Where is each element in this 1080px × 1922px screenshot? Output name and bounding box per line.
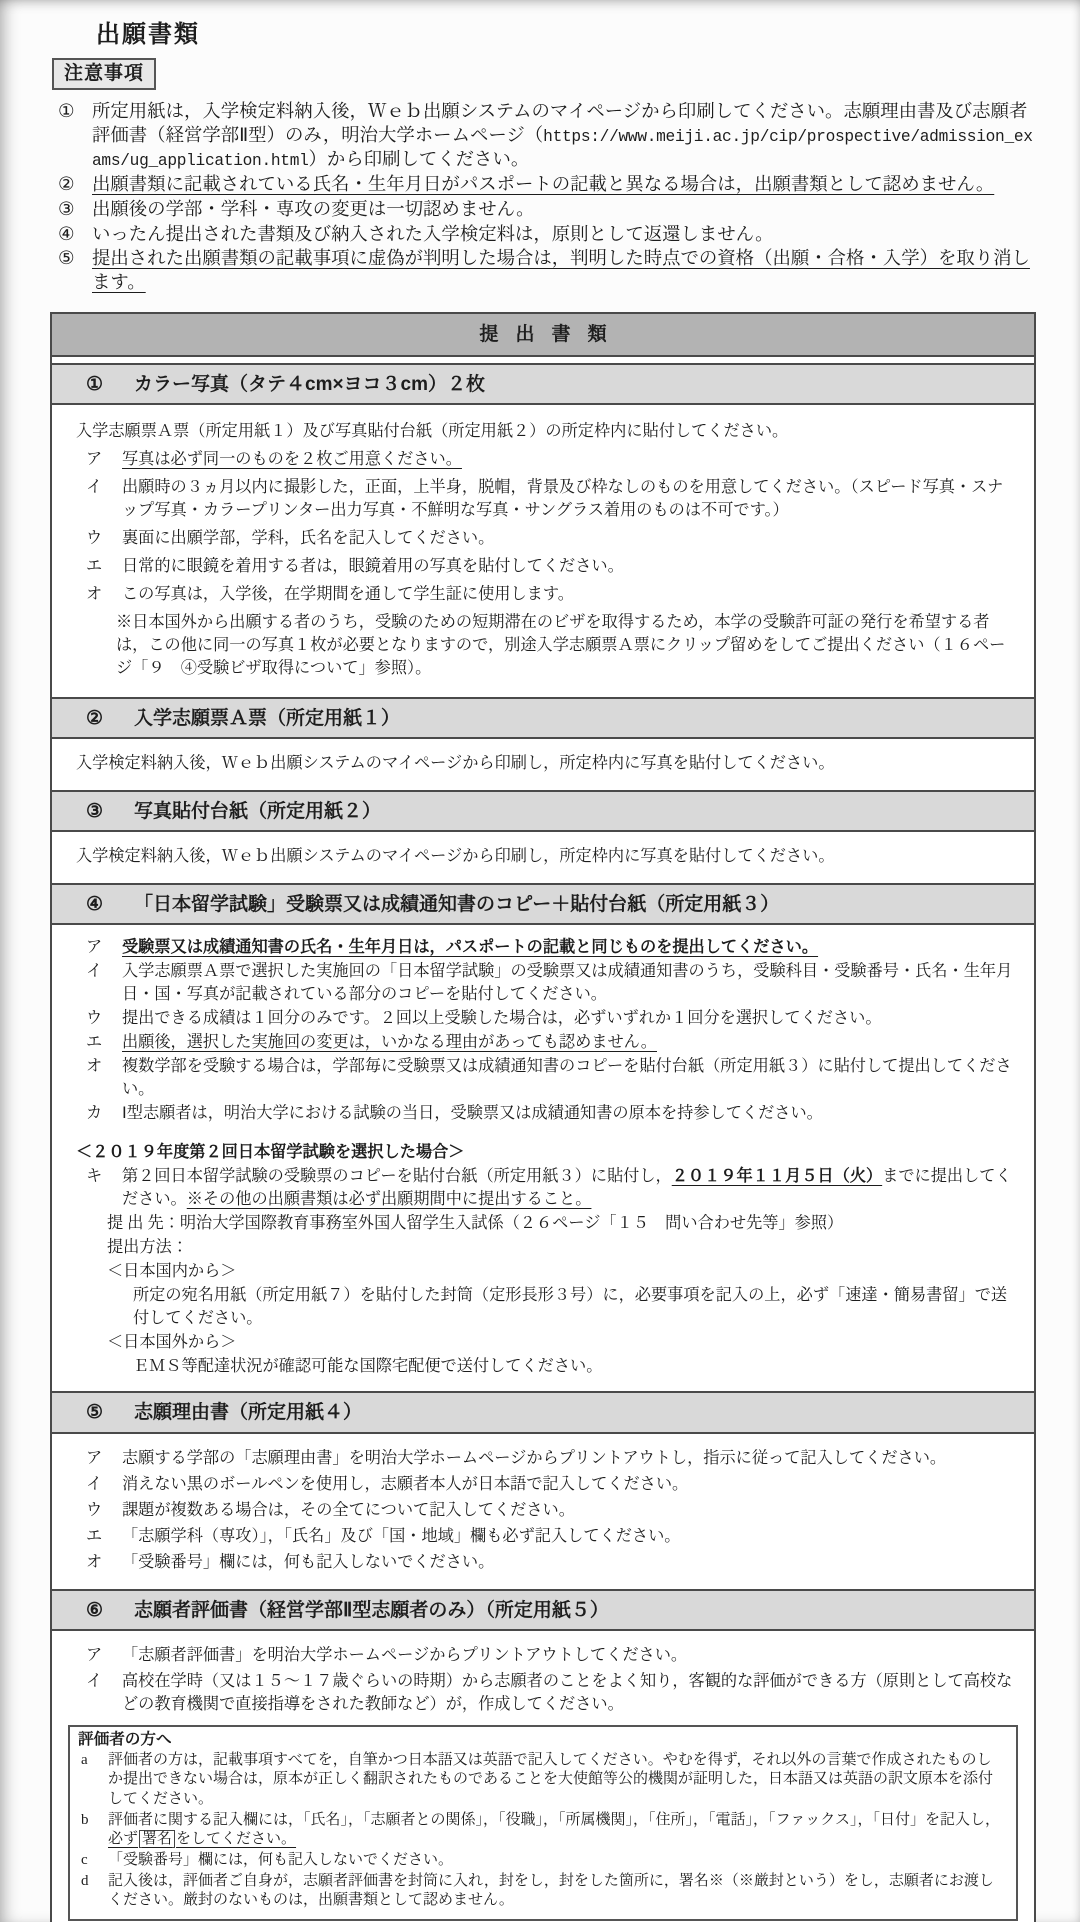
item-label: イ — [86, 1474, 103, 1493]
item-label: エ — [86, 1033, 103, 1052]
section-title: 入学志願票Ａ票（所定用紙１） — [134, 708, 401, 730]
section-body — [52, 405, 1034, 697]
evaluator-box-title: 評価者の方へ — [78, 1730, 172, 1748]
list-item — [76, 1212, 1018, 1235]
section-number: ② — [86, 708, 104, 730]
section-title: 写真貼付台紙（所定用紙２） — [134, 801, 382, 823]
item-text: 写真は必ず同一のものを２枚ご用意ください。 — [122, 450, 462, 469]
item-text: ＜２０１９年度第２回日本留学試験を選択した場合＞ — [76, 1143, 465, 1162]
item-text: 出願時の３ヵ月以内に撮影した，正面，上半身，脱帽，背景及び枠なしのものを用意してください。（スピード写真・スナップ写真・カラープリンター出力写真・不鮮明な写真・サングラス着用のものは不可です。） — [122, 478, 1004, 520]
item-text: 「受験番号」欄には，何も記入しないでください。 — [108, 1851, 454, 1868]
section-title: カラー写真（タテ４cm×ヨコ３cm）２枚 — [134, 374, 486, 396]
item-text: 出願後，選択した実施回の変更は，いかなる理由があっても認めません。 — [122, 1033, 657, 1052]
item-text: ＜日本国外から＞ — [107, 1333, 237, 1352]
item-label: ウ — [86, 1500, 103, 1519]
list-item — [76, 1525, 1018, 1548]
section-title: 志願者評価書（経営学部Ⅱ型志願者のみ）（所定用紙５） — [134, 1599, 609, 1621]
list-item — [76, 1355, 1018, 1378]
section-number: ⑤ — [86, 1402, 104, 1424]
list-item — [76, 1473, 1018, 1496]
list-item — [76, 1165, 1018, 1211]
item-text: 評価者に関する記入欄には，「氏名」，「志願者との関係」，「役職」，「所属機関」，「住所」，「電話」，「ファックス」，「日付」を記入し，必ず 署名 をしてください。 — [108, 1811, 1001, 1847]
item-text: 提出された出願書類の記載事項に虚偽が判明した場合は，判明した時点での資格（出願・合格・入学）を取り消します。 — [92, 248, 1030, 293]
page-title: 出願書類 — [96, 21, 200, 48]
item-text: 提 出 先：明治大学国際教育事務室外国人留学生入試係（２６ページ「１５ 問い合わせ先等」参照） — [107, 1214, 844, 1233]
item-text: 所定の宛名用紙（所定用紙７）を貼付した封筒（定形長形３号）に，必要事項を記入の上，必ず「速達・簡易書留」で送付してください。 — [133, 1286, 1008, 1328]
list-item — [76, 845, 1018, 868]
submission-documents-table — [50, 312, 1036, 1922]
item-text: 複数学部を受験する場合は，学部毎に受験票又は成績通知書のコピーを貼付台紙（所定用紙３）に貼付して提出してください。 — [122, 1057, 1012, 1099]
item-label: オ — [86, 1552, 103, 1571]
section-body — [52, 832, 1034, 883]
evaluator-instructions-box — [68, 1725, 1018, 1921]
item-text: 課題が複数ある場合は，その全てについて記入してください。 — [122, 1500, 575, 1519]
item-text: 「志願学科（専攻）」，「氏名」及び「国・地域」欄も必ず記入してください。 — [122, 1526, 681, 1545]
item-label: エ — [86, 557, 103, 576]
section-body — [52, 739, 1034, 790]
section-header — [52, 885, 1034, 925]
section-header — [52, 792, 1034, 832]
list-item — [58, 247, 1036, 295]
item-text: 入学検定料納入後，Ｗｅｂ出願システムのマイページから印刷し，所定枠内に写真を貼付してください。 — [76, 754, 835, 773]
item-text: 所定用紙は，入学検定料納入後，Ｗｅｂ出願システムのマイページから印刷してください。志願理由書及び志願者評価書（経営学部Ⅱ型）のみ，明治大学ホームページ（https://www.meiji.ac.jp/cip/prospective/admission_exams/ug_application.html）から印刷してください。 — [92, 100, 1033, 170]
section-title: 志願理由書（所定用紙４） — [134, 1402, 363, 1424]
table-header: 提出書類 — [52, 314, 1034, 357]
item-text: 裏面に出願学部，学科，氏名を記入してください。 — [122, 529, 495, 548]
item-text: ＜日本国内から＞ — [107, 1262, 237, 1281]
item-label: c — [81, 1851, 88, 1868]
item-label: イ — [86, 478, 103, 497]
section-number: ③ — [86, 801, 104, 823]
item-text: 出願後の学部・学科・専攻の変更は一切認めません。 — [92, 198, 535, 219]
section-body — [52, 1631, 1034, 1922]
item-text: ＥＭＳ等配達状況が確認可能な国際宅配便で送付してください。 — [133, 1357, 603, 1376]
list-item — [76, 476, 1018, 522]
list-item — [76, 1055, 1018, 1101]
item-label: ア — [86, 1645, 103, 1664]
item-label: エ — [86, 1526, 103, 1545]
section-body — [52, 1434, 1034, 1589]
item-text: 記入後は，評価者ご自身が，志願者評価書を封筒に入れ，封をし，封をした箇所に，署名※（※厳封という）をし，志願者にお渡しください。厳封のないものは，出願書類として認めません。 — [108, 1872, 994, 1908]
item-label: b — [81, 1811, 89, 1828]
item-label: ア — [86, 938, 103, 957]
item-text: 入学志願票Ａ票（所定用紙１）及び写真貼付台紙（所定用紙２）の所定枠内に貼付してください。 — [76, 422, 789, 441]
list-item — [58, 198, 1036, 222]
section-header — [52, 699, 1034, 739]
item-text: 受験票又は成績通知書の氏名・生年月日は，パスポートの記載と同じものを提出してください。 — [122, 938, 819, 957]
section-eju-score-copy — [52, 883, 1034, 1391]
list-item — [76, 420, 1018, 443]
section-photo-mount-sheet — [52, 790, 1034, 883]
item-label: ア — [86, 450, 103, 469]
item-text: この写真は，入学後，在学期間を通して学生証に使用します。 — [122, 585, 574, 604]
item-text: 「受験番号」欄には，何も記入しないでください。 — [122, 1552, 495, 1571]
item-text: いったん提出された書類及び納入された入学検定料は，原則として返還しません。 — [92, 223, 774, 244]
item-label: ウ — [86, 529, 103, 548]
notice-list — [58, 100, 1036, 296]
list-item — [76, 752, 1018, 775]
list-item — [76, 1141, 1018, 1164]
list-item — [76, 555, 1018, 578]
item-label: ① — [58, 100, 75, 121]
section-evaluation-form — [52, 1589, 1034, 1922]
list-item — [76, 1236, 1018, 1259]
list-item — [58, 173, 1036, 197]
item-text: 入学志願票Ａ票で選択した実施回の「日本留学試験」の受験票又は成績通知書のうち，受験科目・受験番号・氏名・生年月日・国・写真が記載されている部分のコピーを貼付してください。 — [122, 962, 1013, 1004]
section-body — [52, 925, 1034, 1391]
list-item — [76, 1260, 1018, 1283]
item-text: ※日本国外から出願する者のうち，受験のための短期滞在のビザを取得するため，本学の受験許可証の発行を希望する者は，この他に同一の写真１枚が必要となりますので，別途入学志願票Ａ票にクリップ留めをしてご提出ください（１６ページ「９ ④受験ビザ取得について」参照）。 — [116, 613, 1006, 678]
section-title: 「日本留学試験」受験票又は成績通知書のコピー＋貼付台紙（所定用紙３） — [134, 894, 780, 916]
list-item — [76, 1499, 1018, 1522]
item-label: ③ — [58, 198, 75, 219]
list-item — [76, 960, 1018, 1006]
item-label: オ — [86, 585, 103, 604]
item-label: カ — [86, 1104, 103, 1123]
evaluator-box-items — [78, 1751, 1006, 1909]
list-item — [76, 611, 1018, 680]
item-text: 評価者の方は，記載事項すべてを，自筆かつ日本語又は英語で記入してください。やむを得ず，それ以外の言葉で作成されたものしか提出できない場合は，原本が正しく翻訳されたものであることを大使館等公的機関が証明した，日本語又は英語の訳文原本を添付してください。 — [108, 1752, 994, 1807]
item-text: 第２回日本留学試験の受験票のコピーを貼付台紙（所定用紙３）に貼付し，２０１９年１１月５日（火）までに提出してください。※その他の出願書類は必ず出願期間中に提出すること。 — [122, 1167, 1012, 1209]
list-item — [76, 1007, 1018, 1030]
list-item — [78, 1811, 1006, 1849]
item-text: 志願する学部の「志願理由書」を明治大学ホームページからプリントアウトし，指示に従って記入してください。 — [122, 1448, 947, 1467]
section-number: ④ — [86, 894, 104, 916]
item-label: ア — [86, 1448, 103, 1467]
item-text: 日常的に眼鏡を着用する者は，眼鏡着用の写真を貼付してください。 — [122, 557, 624, 576]
item-label: a — [81, 1752, 88, 1769]
item-label: ② — [58, 173, 75, 194]
section-items — [76, 1644, 1018, 1716]
list-item — [78, 1751, 1006, 1808]
notice-label: 注意事項 — [52, 58, 156, 90]
section-number: ① — [86, 374, 104, 396]
section-statement-of-reasons — [52, 1391, 1034, 1588]
item-text: 高校在学時（又は１５～１７歳ぐらいの時期）から志願者のことをよく知り，客観的な評価ができる方（原則として高校などの教育機関で直接指導をされた教師など）が，作成してください。 — [122, 1671, 1013, 1713]
section-header — [52, 1393, 1034, 1433]
item-text: 出願書類に記載されている氏名・生年月日がパスポートの記載と異なる場合は，出願書類として認めません。 — [92, 173, 995, 194]
item-label: イ — [86, 1671, 103, 1690]
item-text: 提出できる成績は１回分のみです。２回以上受験した場合は，必ずいずれか１回分を選択してください。 — [122, 1009, 882, 1028]
item-label: ④ — [58, 223, 75, 244]
section-header — [52, 365, 1034, 405]
list-item — [76, 936, 1018, 959]
list-item — [58, 100, 1036, 172]
list-item — [78, 1872, 1006, 1910]
item-text: 提出方法： — [107, 1238, 188, 1257]
item-label: ⑤ — [58, 248, 75, 269]
list-item — [76, 527, 1018, 550]
list-item — [76, 1102, 1018, 1125]
section-application-form-a — [52, 697, 1034, 790]
item-text: Ⅰ型志願者は，明治大学における試験の当日，受験票又は成績通知書の原本を持参してください。 — [122, 1104, 823, 1123]
section-header — [52, 1591, 1034, 1631]
section-color-photo — [52, 363, 1034, 697]
list-item — [76, 1331, 1018, 1354]
list-item — [78, 1851, 1006, 1870]
list-item — [76, 1284, 1018, 1330]
item-label: ウ — [86, 1009, 103, 1028]
section-number: ⑥ — [86, 1599, 104, 1621]
item-label: キ — [86, 1167, 103, 1186]
item-text: 入学検定料納入後，Ｗｅｂ出願システムのマイページから印刷し，所定枠内に写真を貼付してください。 — [76, 847, 835, 866]
list-item — [76, 1644, 1018, 1667]
item-label: オ — [86, 1057, 103, 1076]
list-item — [76, 1670, 1018, 1716]
item-text: 消えない黒のボールペンを使用し，志願者本人が日本語で記入してください。 — [122, 1474, 689, 1493]
item-text: 「志願者評価書」を明治大学ホームページからプリントアウトしてください。 — [122, 1645, 688, 1664]
list-item — [76, 1551, 1018, 1574]
item-label: イ — [86, 962, 103, 981]
list-item — [76, 583, 1018, 606]
list-item — [58, 223, 1036, 247]
list-item — [76, 448, 1018, 471]
list-item — [76, 1031, 1018, 1054]
list-item — [76, 1447, 1018, 1470]
item-label: d — [81, 1872, 89, 1889]
